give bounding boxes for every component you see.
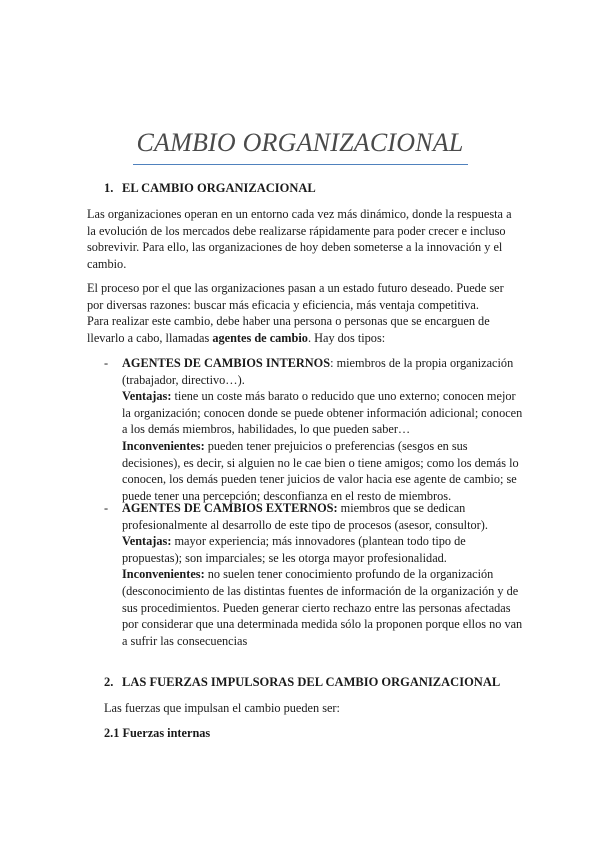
text-run: Para realizar este cambio, debe haber una persona o personas que se encarguen de llevarlo a cabo, llamadas — [87, 314, 490, 345]
bullet-dash: - — [104, 356, 109, 370]
text-run: miembros que se dedican profesionalmente al desarrollo de este tipo de procesos (asesor, consultor). — [122, 501, 488, 532]
bold-term: agentes de cambio — [212, 330, 308, 345]
bullet-text — [122, 500, 527, 533]
page-title: CAMBIO ORGANIZACIONAL — [136, 128, 464, 157]
inconvenientes-label: Inconvenientes: — [122, 438, 205, 453]
text-run: no suelen tener conocimiento profundo de la organización (desconocimiento de las distintas fuentes de información de la organización y de sus procedimientos. Pueden generar cierto rechazo entre las personas afectadas por considerar que una determinada medida sólo la proponen porque ellos no van a sufrir las consecuencias — [122, 567, 523, 648]
ventajas-label: Ventajas: — [122, 534, 172, 549]
section-2-heading — [104, 674, 500, 690]
inconvenientes-text — [122, 438, 527, 504]
section-2-title: LAS FUERZAS IMPULSORAS DEL CAMBIO ORGANIZACIONAL — [122, 675, 501, 689]
title-underline — [133, 164, 468, 165]
bullet-label: AGENTES DE CAMBIOS INTERNOS — [122, 356, 331, 370]
bullet-text — [122, 355, 527, 388]
bullet-agentes-externos — [104, 500, 527, 649]
text-run: : miembros de la propia organización (trabajador, directivo…). — [122, 356, 514, 387]
text-run: . Hay dos tipos: — [307, 330, 386, 345]
section-2-number: 2. — [104, 675, 114, 689]
section-1-paragraph-2 — [87, 280, 517, 346]
bullet-dash: - — [104, 501, 109, 515]
text-run: pueden tener prejuicios o preferencias (sesgos en sus decisiones), es decir, si alguien no le cae bien o tiene amigos; como los demás lo conocen, los demás pueden tener juicios de valor hacia ese agente de cambio; se puede tener una percepción; desconfianza en el resto de miembros. — [122, 438, 519, 503]
subsection-2-1-heading: 2.1 Fuerzas internas — [104, 726, 211, 740]
section-2-intro — [104, 700, 534, 717]
paragraph-text — [87, 313, 517, 346]
ventajas-text — [122, 388, 527, 438]
inconvenientes-label: Inconvenientes: — [122, 567, 205, 582]
paragraph-text: Las fuerzas que impulsan el cambio pueden ser: — [104, 701, 340, 715]
section-1-title: EL CAMBIO ORGANIZACIONAL — [122, 181, 316, 195]
bullet-agentes-internos — [104, 355, 527, 504]
ventajas-label: Ventajas: — [122, 389, 172, 404]
section-1-number: 1. — [104, 181, 114, 195]
inconvenientes-text — [122, 566, 527, 649]
paragraph-text: Las organizaciones operan en un entorno cada vez más dinámico, donde la respuesta a la evolución de los mercados debe realizarse rápidamente para poder crecer e incluso sobrevivir. Para ello, las organizaciones de hoy deben someterse a la innovación y el cambio. — [87, 207, 512, 271]
ventajas-text — [122, 533, 527, 566]
text-run: tiene un coste más barato o reducido que uno externo; conocen mejor la organización; conocen donde se puede obtener información adicional; conocen a los demás miembros, habilidades, lo que pueden saber… — [122, 389, 523, 437]
paragraph-text: El proceso por el que las organizaciones pasan a un estado futuro deseado. Puede ser por diversas razones: buscar más eficacia y eficiencia, más ventaja competitiva. — [87, 281, 504, 312]
section-1-paragraph-1 — [87, 206, 517, 272]
bullet-label: AGENTES DE CAMBIOS EXTERNOS: — [122, 501, 338, 515]
section-1-heading — [104, 180, 316, 196]
text-run: mayor experiencia; más innovadores (plantean todo tipo de propuestas); son imparciales; se les otorga mayor profesionalidad. — [122, 534, 466, 565]
